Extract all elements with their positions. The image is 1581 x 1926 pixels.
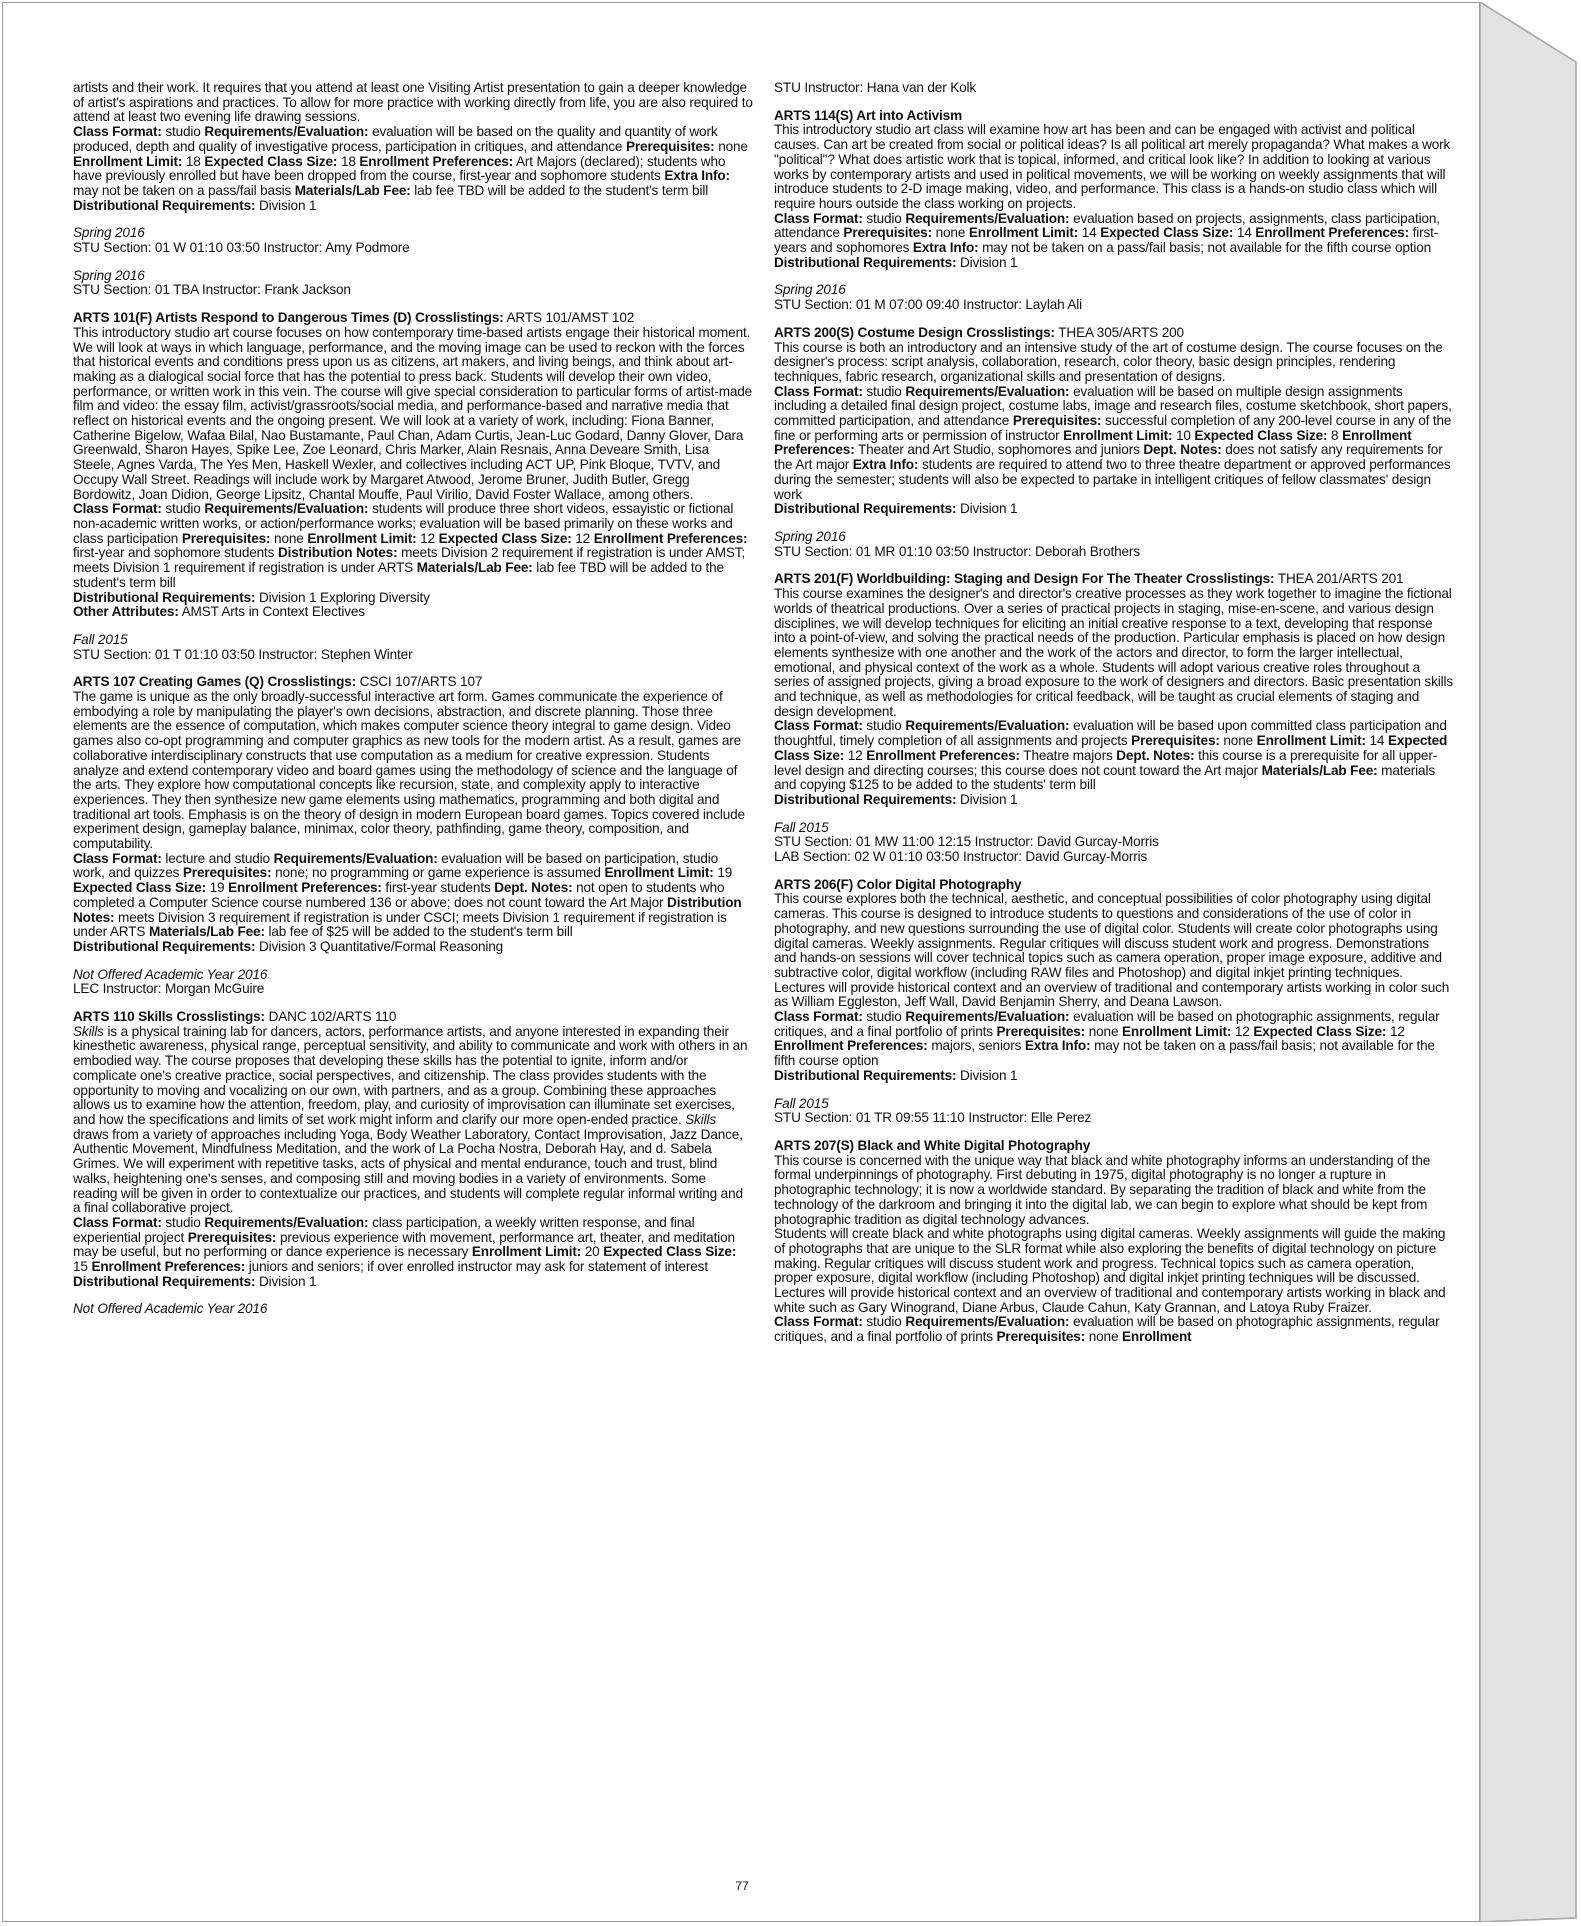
course-section <box>73 633 753 662</box>
left-column <box>73 81 753 1317</box>
course-section <box>774 821 1454 865</box>
field-value: AMST Arts in Context Electives <box>178 604 365 620</box>
text-block: STU Section: 01 MW 11:00 12:15 Instructor: David Gurcay-Morris <box>774 834 1159 850</box>
text-block <box>73 311 753 326</box>
field-label: ARTS 114(S) Art into Activism <box>774 107 963 123</box>
field-value: majors, seniors <box>927 1038 1025 1054</box>
text-block: This course examines the designer's and director's creative processes as they work together to imagine the fictional worlds of theatrical productions. Over a series of practical projects in staging, mise-en-scene, and various design disciplines, we will develop techniques for eliciting an initial creative response to a text, developing that response into a point-of-view, and solving the practical needs of the production. Particular emphasis is placed on how design elements synthesize with one another and the work of the actors and director, to form the larger intellectual, emotional, and physical context of the work as a whole. Students will adopt various creative roles throughout a series of assigned projects, giving a broad exposure to the work of designers and directors. Basic presentation skills and technique, as well as methodologies for critical feedback, will be taught as crucial elements of staging and design development. <box>774 586 1453 719</box>
field-value: first-year students <box>381 880 495 896</box>
field-value: none <box>1085 1023 1122 1039</box>
course-section <box>774 1097 1454 1126</box>
field-value: class participation, a weekly written response, and final experiential project <box>73 1214 695 1245</box>
field-label: Distributional Requirements: <box>73 938 256 954</box>
course-section <box>774 878 1454 1084</box>
field-value: 19 <box>713 865 733 881</box>
field-value: 14 <box>1233 225 1256 241</box>
text-block <box>73 1275 753 1290</box>
course-section <box>774 1139 1454 1345</box>
term-label: Fall 2015 <box>774 819 829 835</box>
text-block: STU Section: 01 M 07:00 09:40 Instructor: Laylah Ali <box>774 297 1083 313</box>
field-value: lab fee of $25 will be added to the student's term bill <box>264 924 573 940</box>
section-gap <box>73 256 753 269</box>
text-block: artists and their work. It requires that you attend at least one Visiting Artist presentation to gain a deeper knowledge of artist's aspirations and practices. To allow for more practice with working directly from life, you are also required to attend at least two evening life drawing sessions. <box>73 80 753 125</box>
field-label: Requirements/Evaluation: <box>905 1009 1070 1025</box>
field-label: Enrollment Preferences: <box>359 153 514 169</box>
field-value: previous experience with movement, performance art, theater, and meditation may be useful, but no performing or dance experience is necessary <box>73 1229 735 1260</box>
field-value: does not satisfy any requirements for the Art major <box>774 442 1443 473</box>
field-label: Expected Class Size: <box>438 530 572 546</box>
field-value: CSCI 107/ARTS 107 <box>356 674 483 690</box>
field-label: Class Format: <box>73 501 162 517</box>
field-value: 15 <box>73 1259 92 1275</box>
course-section <box>73 675 753 954</box>
text-block: This course explores both the technical, aesthetic, and conceptual possibilities of color photography using digital cameras. This course is designed to introduce students to questions and considerations of the use of color in photography, and new questions surrounding the use of digital color. Students will create color photographs using digital cameras. Weekly assignments. Regular critiques will discuss student work and progress. Demonstrations and hands-on sessions will cover technical topics such as camera operation, proper image exposure, additive and subtractive color, digital workflow (including RAW files and Photoshop) and digital inkjet printing techniques. Lectures will provide historical context and an overview of traditional and contemporary artists working in color such as William Eggleston, Jeff Wall, David Benjamin Sherry, and Deana Lawson. <box>774 891 1450 1010</box>
field-label: Requirements/Evaluation: <box>204 501 369 517</box>
text-block <box>73 199 753 214</box>
section-gap <box>774 517 1454 530</box>
term-label: Spring 2016 <box>73 225 145 241</box>
field-label: Enrollment Limit: <box>1063 427 1173 443</box>
course-section <box>73 1010 753 1289</box>
field-value: 12 <box>1231 1023 1254 1039</box>
field-label: Enrollment Preferences: <box>774 427 1412 458</box>
field-label: Materials/Lab Fee: <box>1261 762 1378 778</box>
field-label: Expected Class Size: <box>1194 427 1328 443</box>
text-block <box>774 212 1454 256</box>
field-value: lab fee TBD will be added to the student's term bill <box>410 182 709 198</box>
field-value: evaluation will be based on photographic assignments, regular critiques, and a final portfolio of prints <box>774 1314 1440 1345</box>
field-label: Requirements/Evaluation: <box>905 383 1070 399</box>
text-block: Students will create black and white photographs using digital cameras. Weekly assignments will guide the making of photographs that are unique to the SLR format while also exploring the benefits of digital technology on picture making. Regular critiques will discuss student work and progress. Technical topics such as camera operation, proper exposure, digital workflow (including Photoshop) and digital inkjet printing techniques will be discussed. Lectures will provide historical context and an overview of traditional and contemporary artists working in black and white such as Gary Winogrand, Diane Arbus, Claude Cahun, Katy Grannan, and Latoya Ruby Fraizer. <box>774 1226 1446 1315</box>
field-value: 20 <box>581 1244 604 1260</box>
text-block <box>73 125 753 199</box>
field-label: Requirements/Evaluation: <box>204 1214 369 1230</box>
text-block <box>774 256 1454 271</box>
course-section <box>73 968 753 997</box>
text-block: STU Section: 01 W 01:10 03:50 Instructor: Amy Podmore <box>73 240 410 256</box>
field-label: Requirements/Evaluation: <box>905 1314 1070 1330</box>
field-label: Extra Info: <box>912 240 979 256</box>
field-label: Extra Info: <box>852 457 919 473</box>
field-label: Materials/Lab Fee: <box>148 924 265 940</box>
field-value: studio <box>862 1009 906 1025</box>
field-label: Enrollment Limit: <box>1256 733 1366 749</box>
course-section <box>73 311 753 620</box>
field-label: Other Attributes: <box>73 604 179 620</box>
text-block <box>73 605 753 620</box>
field-label: Enrollment Limit: <box>968 225 1079 241</box>
field-value: draws from a variety of approaches including Yoga, Body Weather Laboratory, Contact Improvisation, Jazz Dance, Authentic Movement, Mindfulness Meditation, and the work of La Pocha Nostra, Deborah Hay, and d. Sabela Grimes. We will experiment with repetitive tasks, acts of physical and mental endurance, touch and trust, blind walks, heightening one's senses, and composing still and moving bodies in a variety of environments. Some reading will be given in order to contextualize our practices, and students will complete regular informal writing and a final collaborative project. <box>73 1126 743 1216</box>
field-label: Extra Info: <box>664 168 730 184</box>
field-label: Class Format: <box>774 383 863 399</box>
field-value: not open to students who completed a Computer Science course numbered 136 or above; does not count toward the Art Major <box>73 880 725 910</box>
section-gap <box>774 808 1454 821</box>
field-value: Art Majors (declared); students who have previously enrolled but have been dropped from the course, first-year and sophomore students <box>73 153 726 184</box>
field-label: Class Format: <box>73 1214 162 1230</box>
term-label: Spring 2016 <box>774 282 846 298</box>
field-value: may not be taken on a pass/fail basis; not available for the fifth course option <box>774 1038 1435 1069</box>
field-value: studio <box>161 1214 205 1230</box>
field-value: 10 <box>1172 427 1195 443</box>
field-label: Distributional Requirements: <box>73 1273 256 1289</box>
field-value: studio <box>862 210 906 226</box>
field-label: Distributional Requirements: <box>774 254 957 270</box>
field-label: Prerequisites: <box>625 138 715 154</box>
field-value: 12 <box>1386 1023 1405 1039</box>
course-section <box>73 1302 753 1317</box>
field-value: none <box>270 530 308 546</box>
text-block <box>774 109 1454 124</box>
field-value: lab fee TBD will be added to the student's term bill <box>73 560 724 590</box>
text-block <box>73 852 753 940</box>
field-value: THEA 201/ARTS 201 <box>1274 571 1404 587</box>
text-block <box>73 1216 753 1275</box>
field-value: evaluation will be based upon committed class participation and thoughtful, timely completion of all assignments and projects <box>774 718 1447 749</box>
field-label: Distributional Requirements: <box>73 197 256 213</box>
field-value: 12 <box>416 530 439 546</box>
section-gap <box>73 620 753 633</box>
field-label: Enrollment Preferences: <box>593 530 748 546</box>
course-section <box>774 109 1454 271</box>
text-block <box>73 675 753 690</box>
term-label: Not Offered Academic Year 2016 <box>73 966 268 982</box>
field-label: Enrollment Limit: <box>471 1244 582 1260</box>
term-label: Spring 2016 <box>73 267 145 283</box>
field-value: evaluation based on projects, assignments, class participation, attendance <box>774 210 1440 241</box>
text-block: This introductory studio art course focuses on how contemporary time-based artists engage their historical moment. We will look at ways in which language, performance, and the moving image can be used to reckon with the forces that historical events and conditions press upon us as citizens, art makers, and living beings, and think about art-making as a dialogical social force that has the potential to press back. Students will develop their own video, performance, or written work in this vein. The course will give special consideration to particular forms of artist-made film and video: the essay film, activist/grassroots/social media, and performance-based and narrative media that reflect on historical events and the ongoing present. We will look at a variety of work, including: Fiona Banner, Catherine Bigelow, Wafaa Bilal, Nao Bustamante, Paul Chan, Adam Curtis, Jean-Luc Godard, Danny Glover, Dara Greenwald, Sharon Hayes, Spike Lee, Zoe Leonard, Chris Marker, Alain Resnais, Anna Deveare Smith, Lisa Steele, Agnes Varda, The Yes Men, Haskell Wexler, and collectives including ACT UP, Pink Bloque, TVTV, and Occupy Wall Street. Readings will include work by Margaret Atwood, Jerome Bruner, Judith Butler, Gregg Bordowitz, Joan Didion, George Lipsitz, Chantal Mouffe, Paul Virilio, David Foster Wallace, among others. <box>73 324 753 502</box>
field-value: this course is a prerequisite for all upper-level design and directing courses; this course does not count toward the Art major <box>774 747 1438 778</box>
field-label: Enrollment Limit: <box>1122 1023 1232 1039</box>
course-section <box>774 530 1454 559</box>
field-label: Expected Class Size: <box>1100 225 1234 241</box>
right-column <box>774 81 1454 1345</box>
section-gap <box>73 213 753 226</box>
text-block: The game is unique as the only broadly-successful interactive art form. Games communicate the experience of embodying a role by manipulating the player's own decisions, abstraction, and discrete planning. Those three elements are the essence of computation, which makes computer science theory integral to game design. Video games also co-opt programming and computer graphics as new tools for the modern artist. As a result, games are collaborative interdisciplinary constructs that use computation as a medium for creative expression. Students analyze and extend contemporary video and board games using the methodology of science and the language of the arts. They explore how computational concepts like recursion, state, and complexity apply to interactive experiences. They then synthesize new game elements using mathematics, programming and both digital and traditional art tools. Emphasis is on the theory of design in modern European board games. Topics covered include experiment design, gameplay balance, minimax, color theory, pathfinding, game theory, composition, and computability. <box>73 689 745 852</box>
field-label: Class Format: <box>774 1009 863 1025</box>
text-block: LEC Instructor: Morgan McGuire <box>73 981 265 997</box>
field-value: 14 <box>1078 225 1101 241</box>
course-section <box>73 226 753 255</box>
text-block <box>774 719 1454 793</box>
course-section <box>73 81 753 213</box>
page-stack-edge <box>1480 2 1579 1922</box>
field-value: 14 <box>1365 733 1388 749</box>
text-block <box>774 1069 1454 1084</box>
field-label: Dept. Notes: <box>1116 747 1195 763</box>
field-value: meets Division 3 requirement if registration is under CSCI; meets Division 1 requirement if registration is under ARTS <box>73 909 727 940</box>
field-value: studio <box>862 1314 906 1330</box>
field-label: ARTS 101(F) Artists Respond to Dangerous Times (D) Crosslistings: <box>73 310 504 326</box>
field-value: successful completion of any 200-level course in any of the fine or performing arts or permission of instructor <box>774 413 1452 443</box>
field-value: studio <box>161 124 205 140</box>
field-label: ARTS 201(F) Worldbuilding: Staging and Design For The Theater Crosslistings: <box>774 571 1275 587</box>
course-section <box>73 269 753 298</box>
term-label: Fall 2015 <box>73 631 128 647</box>
text-block: STU Section: 01 T 01:10 03:50 Instructor: Stephen Winter <box>73 646 413 662</box>
field-label: Materials/Lab Fee: <box>294 182 411 198</box>
course-section <box>774 326 1454 517</box>
course-section <box>774 283 1454 312</box>
field-value: none; no programming or game experience is assumed <box>271 865 605 881</box>
field-value: evaluation will be based on photographic assignments, regular critiques, and a final portfolio of prints <box>774 1009 1440 1039</box>
field-value: Division 1 <box>956 791 1018 807</box>
field-value: studio <box>161 501 205 517</box>
field-label: Dept. Notes: <box>494 880 573 896</box>
field-value: students are required to attend two to three theatre department or approved performances during the semester; students will also be expected to partake in intelligent critiques of fellow classmates' design work <box>774 457 1451 502</box>
field-value: 12 <box>571 530 594 546</box>
document-page <box>2 2 1480 1922</box>
course-section <box>774 81 1454 96</box>
field-value: Division 1 <box>956 1067 1018 1083</box>
field-value: Division 1 <box>956 501 1018 517</box>
section-gap <box>774 1084 1454 1097</box>
field-value: 18 <box>337 153 360 169</box>
field-value: may not be taken on a pass/fail basis; not available for the fifth course option <box>978 240 1432 256</box>
text-block <box>774 1315 1454 1344</box>
text-block: STU Section: 01 TR 09:55 11:10 Instructor: Elle Perez <box>774 1110 1092 1126</box>
field-value: studio <box>862 383 906 399</box>
field-value: may not be taken on a pass/fail basis <box>73 182 295 198</box>
text-block <box>73 940 753 955</box>
field-value: 18 <box>182 153 205 169</box>
field-label: Prerequisites: <box>996 1329 1086 1345</box>
text-block <box>774 878 1454 893</box>
field-label: Class Format: <box>774 1314 863 1330</box>
text-block <box>774 326 1454 341</box>
text-block <box>774 502 1454 517</box>
page-number: 77 <box>735 1879 749 1893</box>
text-block <box>774 572 1454 587</box>
field-value: Division 1 <box>956 254 1018 270</box>
field-label: Distribution Notes: <box>277 545 398 561</box>
field-value: DANC 102/ARTS 110 <box>264 1009 397 1025</box>
field-label: Distributional Requirements: <box>774 791 957 807</box>
term-label: Spring 2016 <box>774 528 846 544</box>
italic-text: Skills <box>73 1023 104 1039</box>
field-value: evaluation will be based on the quality and quantity of work produced, depth and quality of investigative process, participation in critiques, and attendance <box>73 124 718 154</box>
field-label: Enrollment Preferences: <box>228 880 382 896</box>
field-label: Requirements/Evaluation: <box>273 850 438 866</box>
field-label: Distributional Requirements: <box>73 589 256 605</box>
course-section <box>774 572 1454 807</box>
field-value: studio <box>862 718 906 734</box>
field-label: Distributional Requirements: <box>774 501 957 517</box>
field-value: THEA 305/ARTS 200 <box>1054 324 1184 340</box>
field-label: Dept. Notes: <box>1143 442 1222 458</box>
field-label: Enrollment <box>1122 1329 1192 1345</box>
term-label: Fall 2015 <box>774 1095 829 1111</box>
field-value: Division 1 Exploring Diversity <box>255 589 430 605</box>
field-label: Prerequisites: <box>182 865 272 881</box>
text-block: This introductory studio art class will examine how art has been and can be engaged with activist and political causes. Can art be created from social or political ideas? Is all political art merely propaganda? What makes a work "political"? What does artistic work that is topical, informed, and critical look like? In addition to looking at various works by contemporary artists and used in political movements, we will be working on weekly assignments that will introduce students to 2-D image making, video, and performance. This class is a hands-on studio class which will require hours outside the class working on projects. <box>774 122 1451 211</box>
field-label: Expected Class Size: <box>73 880 206 896</box>
field-label: Prerequisites: <box>181 530 271 546</box>
text-block <box>73 591 753 606</box>
field-label: Expected Class Size: <box>774 733 1448 763</box>
field-value: Theatre majors <box>1019 747 1117 763</box>
text-block: LAB Section: 02 W 01:10 03:50 Instructor: David Gurcay-Morris <box>774 849 1148 865</box>
text-block <box>73 502 753 590</box>
field-label: Expected Class Size: <box>1253 1023 1387 1039</box>
text-block <box>774 385 1454 503</box>
field-value: evaluation will be based on multiple design assignments including a detailed final design project, costume labs, image and research files, costume sketchbook, short papers, committed participation, and attendance <box>774 383 1452 429</box>
field-label: Enrollment Limit: <box>307 530 417 546</box>
field-value: materials and copying $125 to be added to the students' term bill <box>774 762 1435 793</box>
text-block: STU Section: 01 MR 01:10 03:50 Instructor: Deborah Brothers <box>774 543 1140 559</box>
text-block <box>73 1025 753 1216</box>
text-block <box>774 1010 1454 1069</box>
field-value: 8 <box>1327 427 1343 443</box>
section-gap <box>774 270 1454 283</box>
field-label: Class Format: <box>774 718 863 734</box>
field-label: Distribution Notes: <box>73 894 742 925</box>
italic-text: Skills <box>685 1112 716 1127</box>
text-block: STU Section: 01 TBA Instructor: Frank Jackson <box>73 282 351 298</box>
field-value: none <box>1219 733 1257 749</box>
field-value: lecture and studio <box>161 850 274 866</box>
field-label: Requirements/Evaluation: <box>204 124 369 140</box>
field-value: Division 1 <box>255 197 317 213</box>
field-value: Theater and Art Studio, sophomores and juniors <box>854 442 1144 458</box>
text-block: This course is both an introductory and an intensive study of the art of costume design. The course focuses on the designer's process: script analysis, collaboration, research, color theory, basic design principles, rendering techniques, fabric research, organizational skills and presentation of designs. <box>774 339 1443 384</box>
field-label: ARTS 207(S) Black and White Digital Photography <box>774 1138 1091 1153</box>
section-gap <box>73 955 753 968</box>
field-label: ARTS 110 Skills Crosslistings: <box>73 1009 265 1025</box>
field-label: Requirements/Evaluation: <box>905 210 1070 226</box>
field-label: Enrollment Limit: <box>73 153 183 169</box>
field-value: first-years and sophomores <box>774 225 1439 256</box>
field-label: Requirements/Evaluation: <box>905 718 1070 734</box>
text-block <box>73 1010 753 1025</box>
field-value: ARTS 101/AMST 102 <box>503 310 635 326</box>
field-value: none <box>1085 1329 1122 1345</box>
text-block <box>774 793 1454 808</box>
field-value: 19 <box>206 880 229 896</box>
field-label: Class Format: <box>774 210 863 226</box>
field-label: ARTS 206(F) Color Digital Photography <box>774 876 1022 892</box>
field-label: Prerequisites: <box>996 1023 1086 1039</box>
field-label: Distributional Requirements: <box>774 1067 957 1083</box>
field-label: ARTS 107 Creating Games (Q) Crosslistings: <box>73 674 357 690</box>
field-value: juniors and seniors; if over enrolled instructor may ask for statement of interest <box>245 1259 708 1275</box>
field-value: none <box>931 225 969 241</box>
field-label: Enrollment Preferences: <box>774 1038 928 1054</box>
field-label: Prerequisites: <box>187 1229 277 1245</box>
field-label: Prerequisites: <box>1012 413 1102 429</box>
text-block: This course is concerned with the unique way that black and white photography informs an understanding of the formal underpinnings of photography. First debuting in 1975, digital photography is no longer a rupture in photographic technology; it is now a worldwide standard. By separating the tradition of black and white from the technology of the darkroom and bringing it into the digital lab, we can begin to explore what should be kept from photographic tradition as digital technology advances. <box>774 1152 1431 1227</box>
field-value: meets Division 2 requirement if registration is under AMST; meets Division 1 requirement if registration is under ARTS <box>73 545 746 576</box>
field-label: Enrollment Preferences: <box>866 747 1020 763</box>
field-label: Prerequisites: <box>1131 733 1220 749</box>
text-block <box>774 1139 1454 1154</box>
field-label: ARTS 200(S) Costume Design Crosslistings: <box>774 324 1055 340</box>
term-label: Not Offered Academic Year 2016 <box>73 1301 268 1317</box>
field-label: Enrollment Preferences: <box>1255 225 1409 241</box>
field-value: none <box>714 138 748 154</box>
field-value: evaluation will be based on participation, studio work, and quizzes <box>73 850 719 881</box>
field-label: Enrollment Limit: <box>604 865 714 881</box>
field-value: 12 <box>844 747 867 763</box>
field-value: first-year and sophomore students <box>73 545 278 561</box>
field-label: Extra Info: <box>1024 1038 1091 1054</box>
field-label: Prerequisites: <box>843 225 932 241</box>
field-label: Class Format: <box>73 850 162 866</box>
field-value: Division 1 <box>255 1273 317 1289</box>
field-value: is a physical training lab for dancers, actors, performance artists, and anyone interested in expanding their kinesthetic awareness, physical range, perceptual sensitivity, and ability to communicate and work with others in an embodied way. The course proposes that developing these skills has the potential to ignite, inform and/or complicate one's creative practice, social perspectives, and citizenship. The class provides students with the opportunity to moving and vocalizing on our own, with partners, and as a group. Combining these approaches allows us to examine how the attention, freedom, play, and curiosity of improvisation can illuminate set exercises, and how the specifications and limits of set work might inform and clarify our more open-ended practice. <box>73 1023 748 1127</box>
field-label: Class Format: <box>73 124 162 140</box>
field-label: Enrollment Preferences: <box>91 1259 246 1275</box>
field-value: students will produce three short videos, essayistic or fictional non-academic written works, or action/performance works; evaluation will be based primarily on these works and class participation <box>73 501 734 546</box>
field-label: Materials/Lab Fee: <box>416 560 533 576</box>
text-block: STU Instructor: Hana van der Kolk <box>774 80 977 95</box>
field-label: Expected Class Size: <box>603 1244 737 1260</box>
field-label: Expected Class Size: <box>204 153 338 169</box>
field-value: Division 3 Quantitative/Formal Reasoning <box>255 938 504 954</box>
